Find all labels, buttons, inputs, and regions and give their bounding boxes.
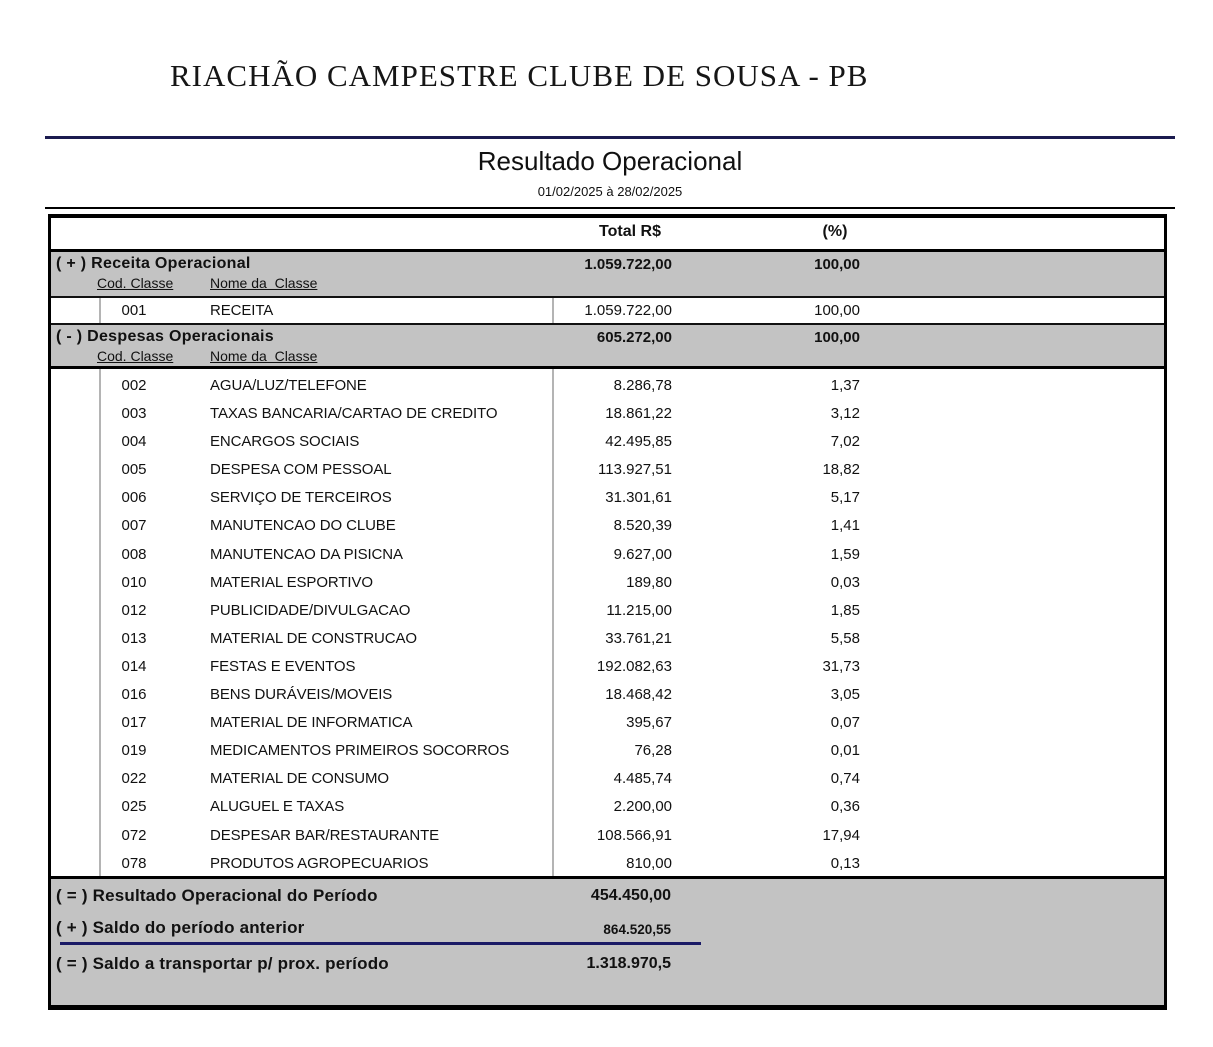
expense-percent: 5,58 <box>830 629 860 647</box>
expense-percent: 1,85 <box>830 601 860 619</box>
expense-code: 007 <box>121 517 147 535</box>
report-title: Resultado Operacional <box>477 146 743 176</box>
expense-row <box>51 822 1164 850</box>
expense-code: 016 <box>121 686 147 704</box>
expense-row <box>51 428 1164 456</box>
expense-percent: 3,05 <box>830 686 860 704</box>
receita-row-name: RECEITA <box>210 302 274 319</box>
expense-percent: 7,02 <box>830 433 860 451</box>
expense-name: BENS DURÁVEIS/MOVEIS <box>210 686 393 704</box>
receita-band <box>51 252 1164 298</box>
expense-row <box>51 597 1164 625</box>
expense-total: 108.566,91 <box>596 826 672 844</box>
class-col-header-nome: Nome da Classe <box>210 348 318 364</box>
expense-percent: 0,36 <box>830 798 860 816</box>
expense-total: 192.082,63 <box>596 657 672 675</box>
summary-row-saldo-anterior <box>51 917 1164 939</box>
expense-name: PRODUTOS AGROPECUARIOS <box>210 854 429 872</box>
receita-band-percent: 100,00 <box>814 256 860 273</box>
expense-row <box>51 512 1164 540</box>
expense-percent: 18,82 <box>822 461 860 479</box>
expense-row <box>51 456 1164 484</box>
summary-saldo-transportar-value: 1.318.970,5 <box>586 955 671 972</box>
expense-name: SERVIÇO DE TERCEIROS <box>210 489 392 507</box>
expense-percent: 0,74 <box>830 770 860 788</box>
expense-code: 005 <box>121 461 147 479</box>
expense-total: 31.301,61 <box>605 489 672 507</box>
expense-total: 189,80 <box>626 573 672 591</box>
expense-name: MATERIAL DE INFORMATICA <box>210 714 413 732</box>
summary-row-saldo-transportar <box>51 953 1164 975</box>
expense-percent: 1,59 <box>830 545 860 563</box>
expense-rows-section <box>51 369 1164 879</box>
receita-row <box>51 298 1164 325</box>
expense-name: DESPESAR BAR/RESTAURANTE <box>210 826 440 844</box>
expense-name: AGUA/LUZ/TELEFONE <box>210 377 367 394</box>
expense-name: PUBLICIDADE/DIVULGACAO <box>210 601 411 619</box>
expense-code: 019 <box>121 742 147 760</box>
expense-row <box>51 793 1164 821</box>
expense-name: ENCARGOS SOCIAIS <box>210 433 360 451</box>
expense-row <box>51 850 1164 878</box>
expense-total: 113.927,51 <box>598 461 672 479</box>
header-rule <box>45 136 1175 139</box>
expense-row <box>51 681 1164 709</box>
receita-band-total: 1.059.722,00 <box>584 256 672 273</box>
club-name: RIACHÃO CAMPESTRE CLUBE DE SOUSA - PB <box>170 58 869 93</box>
expense-name: MEDICAMENTOS PRIMEIROS SOCORROS <box>210 742 510 760</box>
expense-percent: 5,17 <box>830 489 860 507</box>
expense-code: 014 <box>121 657 147 675</box>
receita-row-code: 001 <box>121 302 147 319</box>
expense-total: 18.468,42 <box>605 686 672 704</box>
expense-row <box>51 484 1164 512</box>
report-table <box>48 214 1167 1010</box>
expense-total: 4.485,74 <box>613 770 672 788</box>
table-header-row <box>51 218 1164 252</box>
expense-percent: 3,12 <box>830 405 860 423</box>
column-header-percent: (%) <box>822 223 848 240</box>
receita-band-label: ( + ) Receita Operacional <box>56 255 251 272</box>
expense-percent: 1,41 <box>830 517 860 535</box>
despesas-band-percent: 100,00 <box>814 329 860 346</box>
expense-row <box>51 569 1164 597</box>
expense-name: DESPESA COM PESSOAL <box>210 461 392 479</box>
expense-code: 002 <box>121 377 147 394</box>
expense-code: 013 <box>121 629 147 647</box>
expense-code: 012 <box>121 601 147 619</box>
despesas-band-label: ( - ) Despesas Operacionais <box>56 328 274 345</box>
expense-row <box>51 400 1164 428</box>
expense-percent: 0,07 <box>830 714 860 732</box>
expense-percent: 1,37 <box>830 377 860 394</box>
expense-total: 9.627,00 <box>613 545 672 563</box>
expense-code: 008 <box>121 545 147 563</box>
expense-percent: 0,01 <box>830 742 860 760</box>
table-top-rule <box>45 207 1175 209</box>
expense-percent: 31,73 <box>822 657 860 675</box>
expense-total: 395,67 <box>626 714 672 732</box>
receita-row-percent: 100,00 <box>814 302 860 319</box>
despesas-band-total: 605.272,00 <box>596 329 672 346</box>
expense-row <box>51 709 1164 737</box>
expense-name: MATERIAL ESPORTIVO <box>210 573 373 591</box>
summary-saldo-transportar-label: ( = ) Saldo a transportar p/ prox. período <box>56 954 389 973</box>
expense-code: 010 <box>121 573 147 591</box>
expense-total: 42.495,85 <box>605 433 672 451</box>
summary-divider-line <box>60 942 701 945</box>
expense-code: 072 <box>121 826 147 844</box>
expense-total: 11.215,00 <box>606 601 672 619</box>
expense-percent: 0,13 <box>830 854 860 872</box>
summary-resultado-label: ( = ) Resultado Operacional do Período <box>56 886 378 905</box>
summary-saldo-anterior-value: 864.520,55 <box>603 922 671 937</box>
column-header-total: Total R$ <box>599 223 661 240</box>
expense-total: 2.200,00 <box>613 798 672 816</box>
class-col-header-cod: Cod. Classe <box>97 348 174 364</box>
expense-total: 810,00 <box>626 854 672 872</box>
summary-row-resultado <box>51 885 1164 907</box>
receita-row-total: 1.059.722,00 <box>584 302 672 319</box>
expense-name: ALUGUEL E TAXAS <box>210 798 345 816</box>
expense-code: 004 <box>121 433 147 451</box>
expense-total: 18.861,22 <box>605 405 672 423</box>
expense-row <box>51 625 1164 653</box>
despesas-band <box>51 325 1164 369</box>
expense-percent: 17,94 <box>822 826 860 844</box>
expense-total: 8.286,78 <box>613 377 672 394</box>
expense-name: MANUTENCAO DA PISICNA <box>210 545 403 563</box>
expense-row <box>51 765 1164 793</box>
expense-row <box>51 653 1164 681</box>
summary-section <box>51 879 1164 1005</box>
gutter-divider-line <box>99 298 101 323</box>
class-col-header-cod: Cod. Classe <box>97 275 174 291</box>
expense-code: 078 <box>121 854 147 872</box>
expense-row <box>51 737 1164 765</box>
expense-total: 76,28 <box>634 742 672 760</box>
expense-total: 8.520,39 <box>613 517 672 535</box>
expense-code: 017 <box>121 714 147 732</box>
expense-name: MATERIAL DE CONSUMO <box>210 770 389 788</box>
report-period: 01/02/2025 à 28/02/2025 <box>537 184 683 199</box>
expense-name: TAXAS BANCARIA/CARTAO DE CREDITO <box>210 405 498 423</box>
expense-code: 003 <box>121 405 147 423</box>
expense-percent: 0,03 <box>830 573 860 591</box>
expense-code: 022 <box>121 770 147 788</box>
class-col-header-nome: Nome da Classe <box>210 275 318 291</box>
expense-name: FESTAS E EVENTOS <box>210 657 356 675</box>
expense-row <box>51 372 1164 400</box>
expense-row <box>51 541 1164 569</box>
expense-name: MANUTENCAO DO CLUBE <box>210 517 396 535</box>
expense-total: 33.761,21 <box>605 629 672 647</box>
expense-name: MATERIAL DE CONSTRUCAO <box>210 629 417 647</box>
summary-resultado-value: 454.450,00 <box>590 887 671 904</box>
expense-code: 025 <box>121 798 147 816</box>
summary-saldo-anterior-label: ( + ) Saldo do período anterior <box>56 918 305 937</box>
expense-code: 006 <box>121 489 147 507</box>
